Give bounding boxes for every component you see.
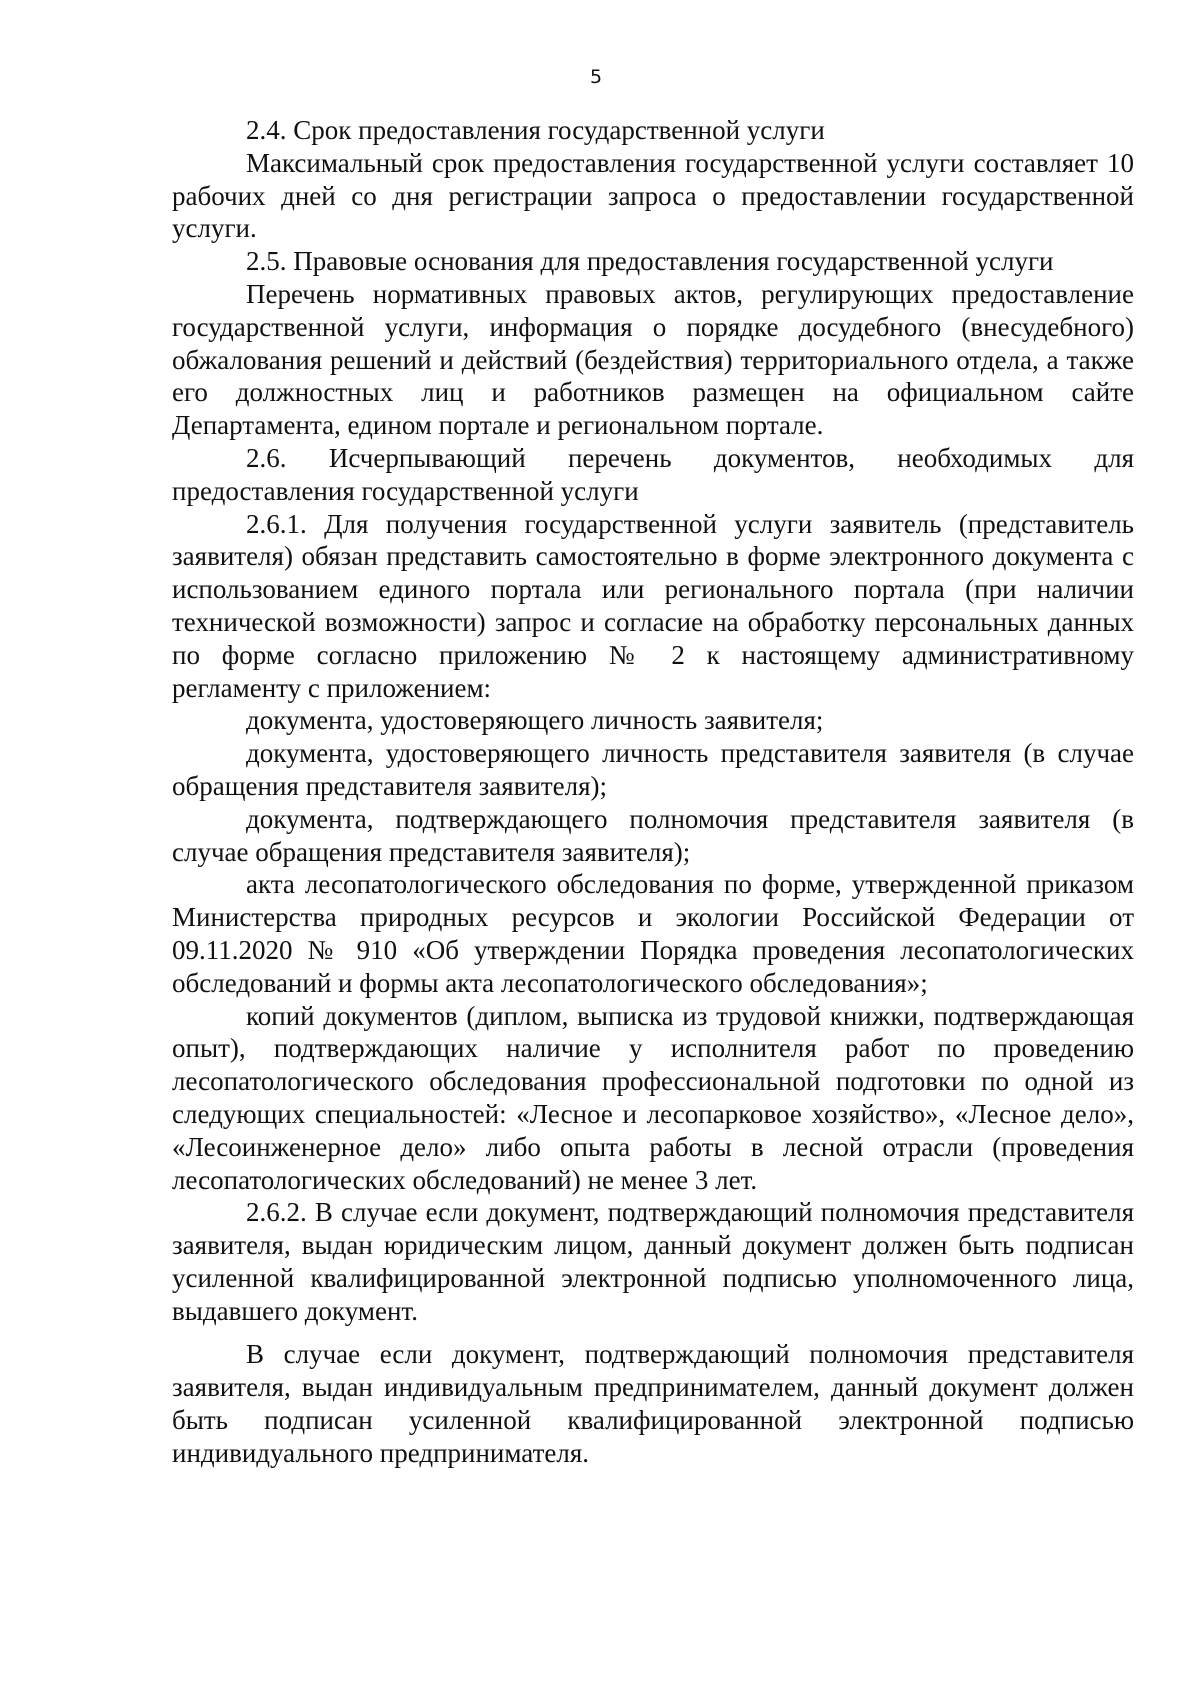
list-item-inspection-act: акта лесопатологического обследования по форме, утвержденной приказом Министерства природных ресурсов и экологии Российской Федерации от 09.11.2020 № 910 «Об утверждении Порядка проведения лесопатологических обследований и формы акта лесопатологического обследования»;: [172, 869, 1134, 998]
section-2-4-text: Максимальный срок предоставления государственной услуги составляет 10 рабочих дней со дня регистрации запроса о предоставлении государственной услуги.: [172, 147, 1134, 244]
list-item-identity-document: документа, удостоверяющего личность заявителя;: [246, 705, 824, 736]
section-2-6-heading: 2.6. Исчерпывающий перечень документов, необходимых для предоставления государственной услуги: [172, 442, 1134, 506]
document-body: [172, 114, 1134, 1470]
list-item-qualification-copies: копий документов (диплом, выписка из трудовой книжки, подтверждающая опыт), подтверждающих наличие у исполнителя работ по проведению лесопатологического обследования профессиональной подготовки по одной из следующих специальностей: «Лесное и лесопарковое хозяйство», «Лесное дело», «Лесоинженерное дело» либо опыта работы в лесной отрасли (проведения лесопатологических обследований) не менее 3 лет.: [172, 1000, 1134, 1195]
section-2-5-text: Перечень нормативных правовых актов, регулирующих предоставление государственной услуги, информация о порядке досудебного (внесудебного) обжалования решений и действий (бездействия) территориального отдела, а также его должностных лиц и работников размещен на официальном сайте Департамента, едином портале и региональном портале.: [172, 278, 1134, 441]
list-item-representative-authority: документа, подтверждающего полномочия представителя заявителя (в случае обращения представителя заявителя);: [172, 803, 1134, 867]
list-item-representative-identity: документа, удостоверяющего личность представителя заявителя (в случае обращения представителя заявителя);: [172, 738, 1134, 801]
section-2-6-1-text: 2.6.1. Для получения государственной услуги заявитель (представитель заявителя) обязан представить самостоятельно в форме электронного документа с использованием единого портала или регионального портала (при наличии технической возможности) запрос и согласие на обработку персональных данных по форме согласно приложению № 2 к настоящему административному регламенту с приложением:: [172, 508, 1134, 703]
section-2-5-heading: 2.5. Правовые основания для предоставления государственной услуги: [246, 246, 1054, 277]
page-number: 5: [589, 66, 603, 88]
section-2-4-heading: 2.4. Срок предоставления государственной услуги: [246, 115, 825, 145]
section-2-6-2-text: 2.6.2. В случае если документ, подтверждающий полномочия представителя заявителя, выдан юридическим лицом, данный документ должен быть подписан усиленной квалифицированной электронной подписью уполномоченного лица, выдавшего документ.: [172, 1197, 1134, 1326]
section-2-6-2-entrepreneur-text: В случае если документ, подтверждающий полномочия представителя заявителя, выдан индивидуальным предпринимателем, данный документ должен быть подписан усиленной квалифицированной электронной подписью индивидуального предпринимателя.: [172, 1339, 1134, 1468]
